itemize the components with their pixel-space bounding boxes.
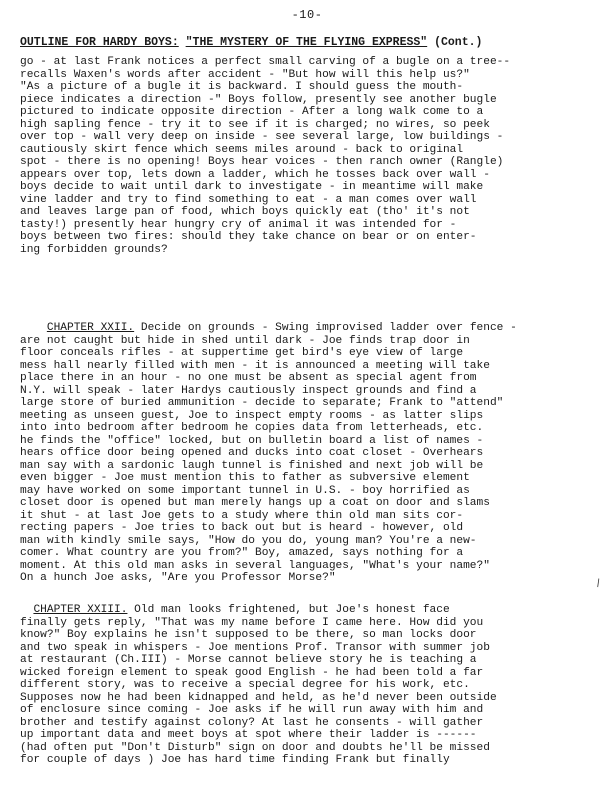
text-line: piece indicates a direction -" Boys follow, presently see another bugle: [20, 93, 497, 106]
text-line: man with kindly smile says, "How do you do, young man? You're a new-: [20, 534, 477, 547]
text-line: at restaurant (Ch.III) - Morse cannot believe story he is teaching a: [20, 654, 477, 666]
text-line: go - at last Frank notices a perfect small carving of a bugle on a tree--: [20, 56, 511, 68]
text-line: of enclosure since coming - Joe asks if he will run away with him and: [20, 704, 484, 716]
text-line: man say with a sardonic laugh tunnel is finished and next job will be: [20, 459, 484, 472]
text-line: different story, was to receive a special degree for his work, etc.: [20, 679, 470, 691]
text-line: are not caught but hide in shed until dark - Joe finds trap door in: [20, 334, 470, 347]
text-line: floor conceals rifles - at suppertime get bird's eye view of large: [20, 347, 464, 359]
text-line: place there in an hour - no one must be absent as special agent from: [20, 372, 477, 384]
text-line: into into bedroom after bedroom he copies data from letterheads, etc.: [20, 422, 484, 434]
text-line: he finds the "office" locked, but on bulletin board a list of names -: [20, 434, 484, 447]
text-line: recting papers - Joe tries to back out but is heard - however, old: [20, 522, 464, 534]
text-line: spot - there is no opening! Boys hear voices - then ranch owner (Rangle): [20, 156, 504, 168]
text-line: closet door is opened but man merely hangs up a coat on door and slams: [20, 497, 490, 509]
text-line: may have worked on some important tunnel in U.S. - boy horrified as: [20, 484, 470, 497]
pencil-mark-icon: ∖: [591, 578, 602, 591]
text-line: up important data and meet boys at spot where their ladder is ------: [20, 729, 477, 741]
chapter-first-line: [20, 604, 608, 617]
chapter-23-label: CHAPTER XXIII.: [33, 604, 128, 616]
heading-suffix: (Cont.): [434, 36, 483, 49]
heading-title: "THE MYSTERY OF THE FLYING EXPRESS": [185, 36, 428, 49]
text-line: cautiously skirt fence which seems miles around - back to original: [20, 143, 464, 156]
text-line: know?" Boy explains he isn't supposed to be there, so man locks door: [20, 629, 477, 641]
text-line: pictured to indicate opposite direction - After a long walk come to a: [20, 106, 484, 118]
text-line: Supposes now he had been kidnapped and held, as he'd never been outside: [20, 691, 497, 704]
text-line: even bigger - Joe must mention this to father as subversive element: [20, 472, 470, 484]
text-line: for couple of days ) Joe has hard time finding Frank but finally: [20, 754, 450, 766]
text-line: N.Y. will speak - later Hardys cautiously inspect grounds and find a: [20, 384, 477, 397]
text-line: boys decide to wait until dark to investigate - in meantime will make: [20, 181, 484, 193]
text-line: ing forbidden grounds?: [20, 243, 168, 256]
heading-label: OUTLINE FOR HARDY BOYS:: [20, 36, 179, 49]
text-line: meeting as unseen guest, Joe to inspect empty rooms - as latter slips: [20, 409, 484, 422]
text-line: hears office door being opened and ducks into coat closet - Overhears: [20, 447, 484, 459]
chapter-22-first-line-text: Decide on grounds - Swing improvised ladder over fence -: [134, 322, 517, 334]
text-line: high sapling fence - try it to see if it is charged; no wires, so peek: [20, 118, 490, 131]
text-line: over top - wall very deep on inside - see several large, low buildings -: [20, 131, 504, 143]
text-line: recalls Waxen's words after accident - "But how will this help us?": [20, 68, 470, 81]
chapter-first-line: [20, 322, 608, 335]
text-line: On a hunch Joe asks, "Are you Professor Morse?": [20, 572, 336, 584]
chapter-23-paragraph: [20, 604, 608, 767]
text-line: tasty!) presently hear hungry cry of animal it was intended for -: [20, 218, 457, 231]
text-line: (had often put "Don't Disturb" sign on door and doubts he'll be missed: [20, 741, 490, 754]
intro-paragraph: [20, 56, 608, 256]
page-number: -10-: [291, 8, 323, 22]
text-line: comer. What country are you from?" Boy, amazed, says nothing for a: [20, 547, 464, 559]
chapter-23-first-line-text: Old man looks frightened, but Joe's honest face: [127, 604, 450, 616]
text-line: finally gets reply, "That was my name before I came here. How did you: [20, 616, 484, 629]
chapter-22-paragraph: [20, 322, 608, 585]
text-line: and two speak in whispers - Joe mentions Prof. Transor with summer job: [20, 641, 490, 654]
text-line: it shut - at last Joe gets to a study where thin old man sits cor-: [20, 509, 464, 522]
text-line: vine ladder and try to find something to eat - a man comes over wall: [20, 193, 477, 206]
chapter-22-label: CHAPTER XXII.: [46, 322, 135, 334]
text-line: and leaves large pan of food, which boys quickly eat (tho' it's not: [20, 206, 470, 218]
text-line: moment. At this old man asks in several languages, "What's your name?": [20, 559, 490, 572]
text-line: brother and testify against colony? At last he consents - will gather: [20, 716, 484, 729]
outline-heading: [20, 36, 604, 49]
text-line: appears over top, lets down a ladder, which he tosses back over wall -: [20, 168, 490, 181]
text-line: boys between two fires: should they take chance on bear or on enter-: [20, 231, 477, 243]
text-line: large store of buried ammunition - decide to separate; Frank to "attend": [20, 397, 504, 409]
text-line: wicked foreign element to speak good English - he had been told a far: [20, 666, 484, 679]
text-line: "As a picture of a bugle it is backward. I should guess the mouth-: [20, 81, 464, 93]
text-line: mess hall nearly filled with men - it is announced a meeting will take: [20, 359, 490, 372]
